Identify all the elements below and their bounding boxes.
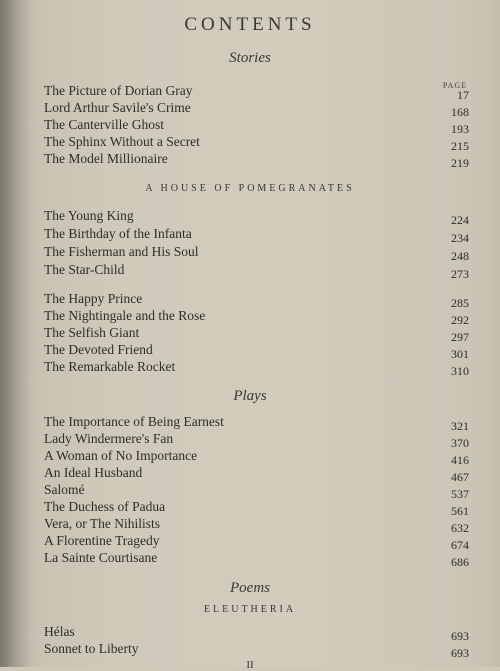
toc-entry (44, 359, 469, 378)
section-poems: Poems (230, 580, 270, 596)
toc-entry (44, 117, 469, 136)
entry-title: The Canterville Ghost (44, 117, 164, 132)
toc-entry (44, 499, 469, 518)
entry-page: 297 (451, 330, 469, 344)
section-plays: Plays (233, 388, 267, 404)
toc-entry (44, 482, 469, 501)
toc-entry (44, 516, 469, 535)
section-pomegranates: A HOUSE OF POMEGRANATES (145, 183, 355, 194)
entry-page: 693 (451, 629, 469, 643)
entry-title: The Model Millionaire (44, 151, 168, 166)
toc-entry (44, 624, 469, 643)
toc-entry (44, 550, 469, 569)
entry-title: The Sphinx Without a Secret (44, 134, 200, 149)
page-folio: II (246, 659, 254, 671)
entry-page: 561 (451, 504, 469, 518)
entry-page: 321 (451, 419, 469, 433)
entry-page: 686 (451, 555, 469, 569)
entry-title: Hélas (44, 624, 75, 639)
entry-page: 17 (457, 88, 469, 102)
toc-entry (44, 226, 469, 245)
entry-page: 310 (451, 364, 469, 378)
entry-page: 234 (451, 231, 469, 245)
entry-page: 416 (451, 453, 469, 467)
toc-entry (44, 431, 469, 450)
entry-title: A Woman of No Importance (44, 448, 198, 463)
entry-page: 674 (451, 538, 469, 552)
entry-page: 219 (451, 156, 469, 170)
entry-title: The Devoted Friend (44, 342, 153, 357)
section-stories: Stories (229, 50, 271, 66)
toc-entry (44, 100, 469, 119)
toc-entry (44, 244, 469, 263)
entry-title: Sonnet to Liberty (44, 641, 139, 656)
entry-title: A Florentine Tragedy (44, 533, 160, 548)
toc-entry (44, 83, 469, 102)
section-eleutheria: ELEUTHERIA (203, 604, 297, 615)
toc-entry (44, 134, 469, 153)
entry-page: 467 (451, 470, 469, 484)
entry-page: 537 (451, 487, 469, 501)
entry-page: 693 (451, 646, 469, 660)
entry-title: The Duchess of Padua (44, 499, 166, 514)
toc-entry (44, 308, 469, 327)
toc-entry (44, 465, 469, 484)
toc-entry (44, 325, 469, 344)
binding-shadow (0, 0, 30, 667)
entry-title: La Sainte Courtisane (44, 550, 158, 565)
entry-title: The Picture of Dorian Gray (44, 83, 193, 98)
entry-page: 632 (451, 521, 469, 535)
entry-title: The Young King (44, 208, 134, 223)
entry-title: Lady Windermere's Fan (44, 431, 174, 446)
toc-entry (44, 342, 469, 361)
entry-page: 248 (451, 249, 469, 263)
page-column-label: PAGE (442, 81, 467, 90)
toc-entry (44, 533, 469, 552)
entry-title: The Nightingale and the Rose (44, 308, 206, 323)
entry-page: 193 (451, 122, 469, 136)
entry-title: Vera, or The Nihilists (44, 516, 160, 531)
entry-title: The Remarkable Rocket (44, 359, 176, 374)
entry-title: The Fisherman and His Soul (44, 244, 199, 259)
entry-title: The Importance of Being Earnest (44, 414, 224, 429)
entry-page: 215 (451, 139, 469, 153)
entry-page: 168 (451, 105, 469, 119)
toc-entry (44, 262, 469, 281)
entry-page: 273 (451, 267, 469, 281)
contents-heading: CONTENTS (184, 14, 316, 35)
toc-entry (44, 448, 469, 467)
toc-entry (44, 291, 469, 310)
toc-entry (44, 414, 469, 433)
toc-entry (44, 208, 469, 227)
entry-title: An Ideal Husband (44, 465, 143, 480)
entry-page: 292 (451, 313, 469, 327)
toc-entry (44, 641, 469, 660)
entry-title: The Selfish Giant (44, 325, 140, 340)
toc-entry (44, 151, 469, 170)
entry-title: The Birthday of the Infanta (44, 226, 192, 241)
entry-title: The Star-Child (44, 262, 125, 277)
entry-title: Lord Arthur Savile's Crime (44, 100, 191, 115)
entry-title: Salomé (44, 482, 85, 497)
entry-page: 301 (451, 347, 469, 361)
entry-page: 224 (451, 213, 469, 227)
entry-page: 285 (451, 296, 469, 310)
entry-title: The Happy Prince (44, 291, 143, 306)
entry-page: 370 (451, 436, 469, 450)
